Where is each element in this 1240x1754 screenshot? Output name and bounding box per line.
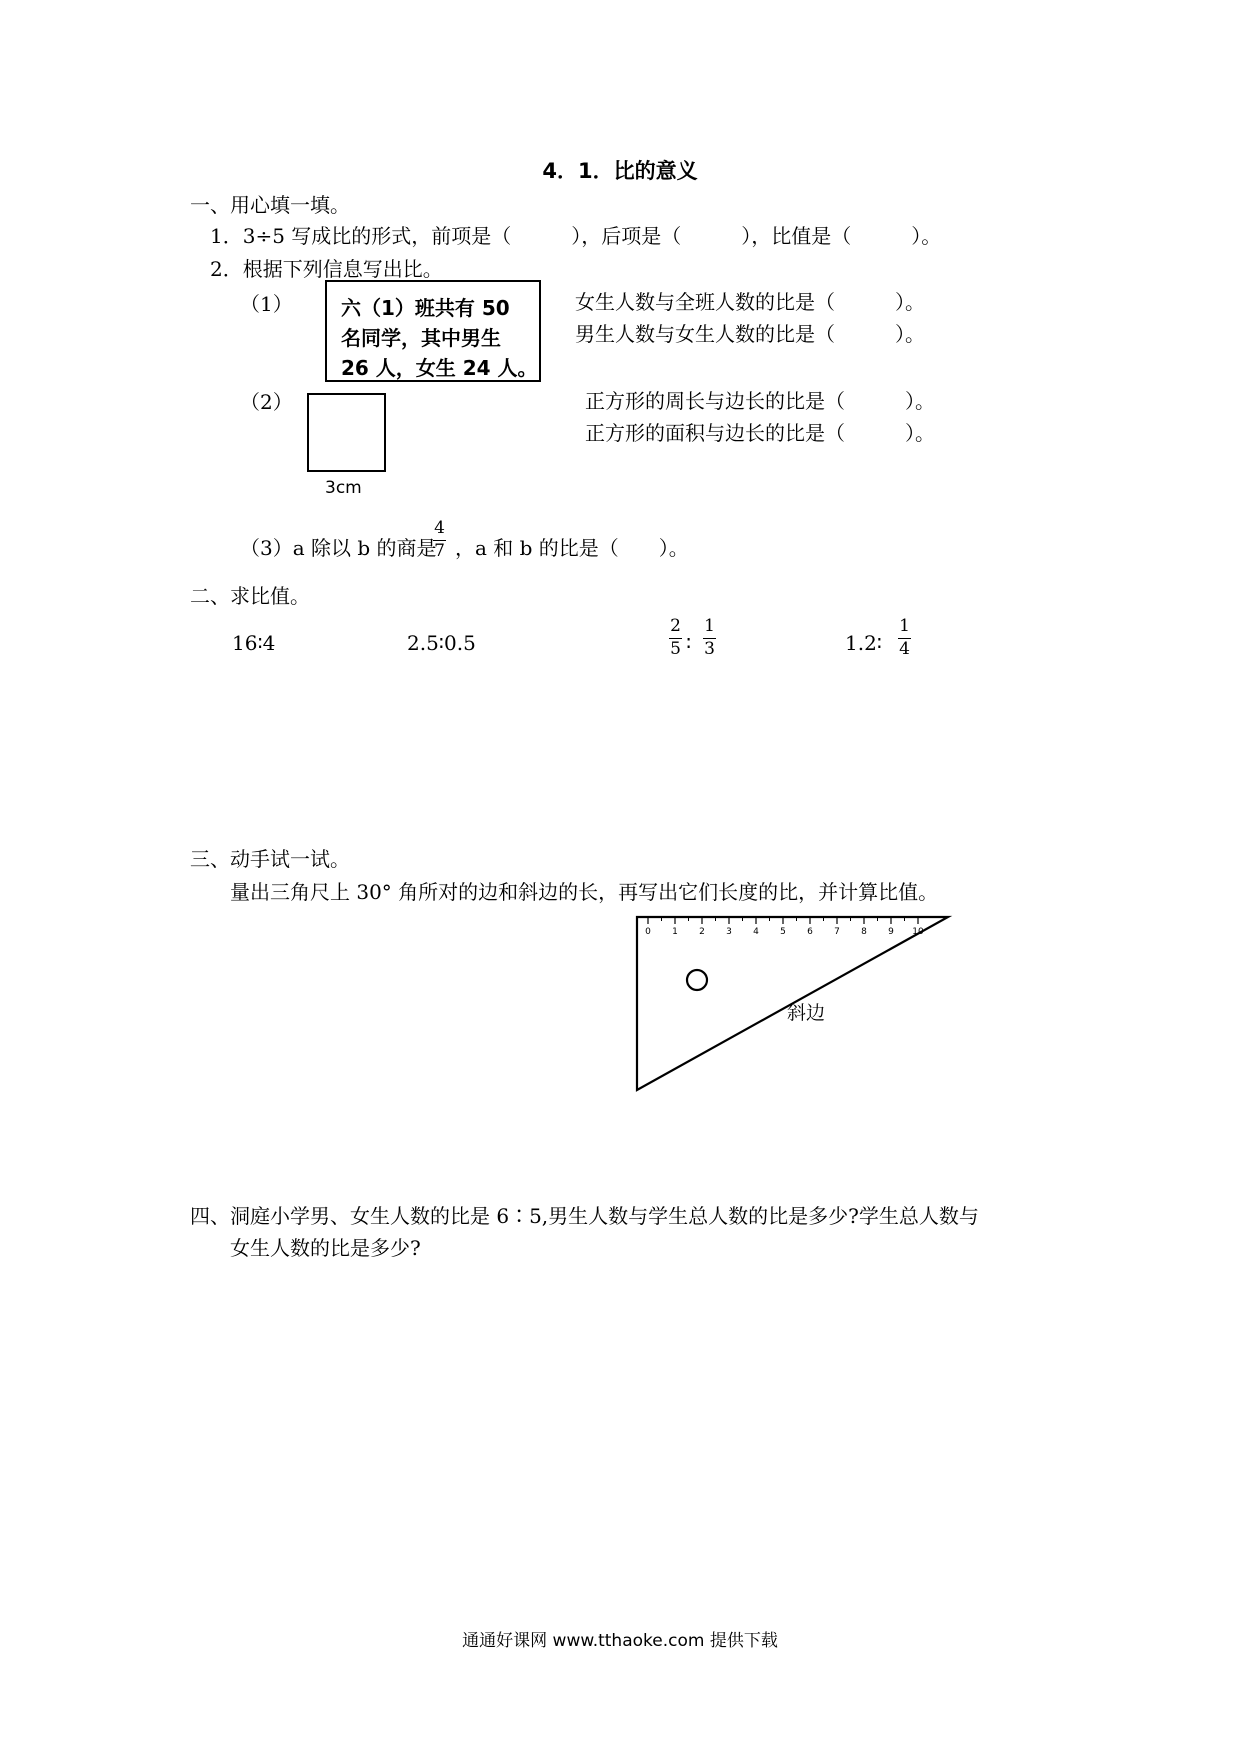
ruler-tick-label: 3 <box>726 927 732 937</box>
part-3-prefix: （3）a 除以 b 的商是 <box>240 536 437 560</box>
part-2-answer-1: 正方形的周长与边长的比是（ ）。 <box>585 389 935 413</box>
ratio-item-3-fraction-a <box>669 618 682 658</box>
fraction-denominator: 3 <box>704 639 715 659</box>
ratio-colon: ∶ <box>686 631 692 655</box>
fraction-numerator: 1 <box>899 616 910 636</box>
part-1-label: （1） <box>240 292 293 316</box>
ratio-item-1: 16∶4 <box>232 631 276 655</box>
hypotenuse-label: 斜边 <box>787 1002 826 1024</box>
info-box <box>325 280 541 382</box>
section-4-line-1: 四、洞庭小学男、女生人数的比是 6∶5,男生人数与学生总人数的比是多少?学生总人数与 <box>190 1204 979 1228</box>
triangle-hole <box>687 970 707 990</box>
square-figure <box>307 393 386 472</box>
section-2-heading: 二、求比值。 <box>190 584 310 608</box>
info-box-line: 名同学，其中男生 <box>341 326 501 350</box>
ruler-tick-label: 5 <box>780 927 786 937</box>
part-3-suffix: ，a 和 b 的比是（ ）。 <box>455 536 689 560</box>
ruler-tick-label: 9 <box>888 927 894 937</box>
ruler-tick-label: 10 <box>912 927 924 937</box>
ratio-item-2: 2.5∶0.5 <box>407 631 476 655</box>
question-1: 1．3÷5 写成比的形式，前项是（ ），后项是（ ），比值是（ ）。 <box>210 224 942 248</box>
square-side-label: 3cm <box>325 478 362 498</box>
section-3-instruction: 量出三角尺上 30° 角所对的边和斜边的长，再写出它们长度的比，并计算比值。 <box>230 880 939 904</box>
question-2: 2．根据下列信息写出比。 <box>210 257 443 281</box>
ruler-tick-label: 7 <box>834 927 840 937</box>
part-1-answer-2: 男生人数与女生人数的比是（ ）。 <box>575 322 925 346</box>
fraction-denominator: 5 <box>670 639 681 659</box>
ruler-tick-label: 8 <box>861 927 867 937</box>
fraction-denominator: 4 <box>899 639 910 659</box>
section-3-heading: 三、动手试一试。 <box>190 847 350 871</box>
ruler-tick-label: 0 <box>645 927 651 937</box>
fraction-numerator: 2 <box>670 616 681 636</box>
ruler-tick-label: 6 <box>807 927 813 937</box>
ruler-tick-label: 4 <box>753 927 759 937</box>
triangle-ruler-figure <box>630 910 960 1100</box>
part-2-answer-2: 正方形的面积与边长的比是（ ）。 <box>585 421 935 445</box>
ruler-tick-label: 1 <box>672 927 678 937</box>
ruler-ticks <box>645 917 924 937</box>
ratio-item-4-prefix: 1.2∶ <box>845 631 883 655</box>
ratio-item-4-fraction <box>898 618 911 658</box>
fraction-denominator: 7 <box>434 541 445 561</box>
fraction-numerator: 4 <box>434 518 445 538</box>
section-1-heading: 一、用心填一填。 <box>190 193 350 217</box>
ratio-item-3-fraction-b <box>703 618 716 658</box>
fraction-numerator: 1 <box>704 616 715 636</box>
footer-text: 通通好课网 www.tthaoke.com 提供下载 <box>462 1631 778 1651</box>
section-4-line-2: 女生人数的比是多少? <box>230 1236 421 1260</box>
part-2-label: （2） <box>240 390 293 414</box>
info-box-line: 六（1）班共有 50 <box>341 296 510 320</box>
part-3-fraction <box>433 520 446 560</box>
page-title: 4．1．比的意义 <box>542 159 698 183</box>
ruler-tick-label: 2 <box>699 927 705 937</box>
part-1-answer-1: 女生人数与全班人数的比是（ ）。 <box>575 290 925 314</box>
info-box-line: 26 人，女生 24 人。 <box>341 356 538 380</box>
